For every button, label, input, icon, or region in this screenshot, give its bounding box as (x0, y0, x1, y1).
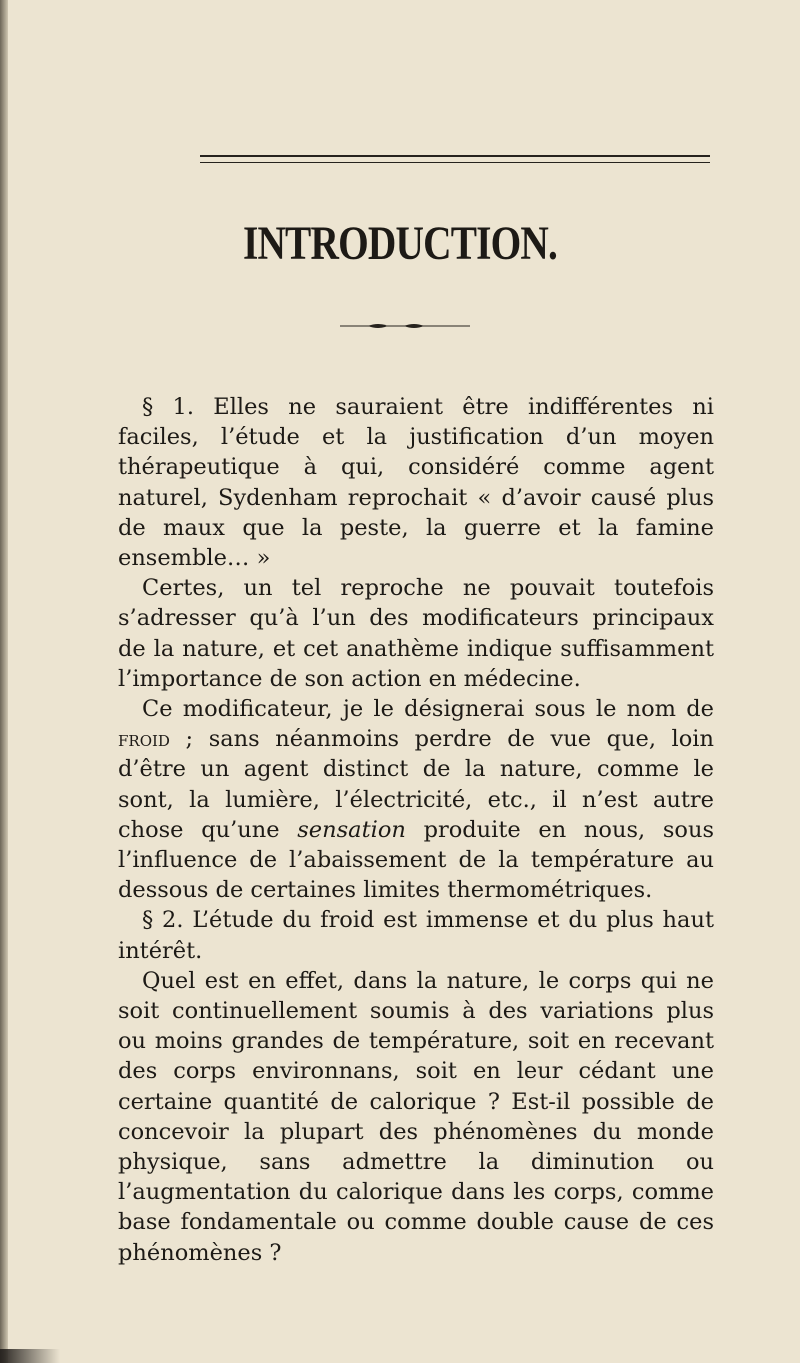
paragraph-text: Ce modificateur, je le désignerai sous le nom de (142, 696, 714, 723)
paragraph-3 (118, 694, 714, 905)
paragraph-1 (118, 392, 714, 573)
term-froid: froid (118, 727, 170, 752)
paragraph-text: L’étude du froid est immense et du plus haut intérêt. (118, 907, 714, 964)
paragraph-5 (118, 966, 714, 1268)
paragraph-text: Elles ne sauraient être indifférentes ni faciles, l’étude et la justification d’un moyen thérapeutique à qui, considéré comme agent naturel, Sydenham reprochait « d’avoir causé plus de maux que la peste, la guerre et la famine ensemble… » (118, 394, 714, 572)
page-title: INTRODUCTION. (242, 217, 558, 270)
paragraph-4 (118, 905, 714, 965)
paragraph-text: produite en nous, sous l’influence de l’abaissement de la température au dessous de certaines limites thermométriques. (118, 816, 714, 904)
paragraph-text: Certes, un tel reproche ne pouvait toutefois s’adresser qu’à l’un des modificateurs principaux de la nature, et cet anathème indique suffisamment l’importance de son action en médecine. (118, 575, 714, 692)
book-gutter (0, 0, 8, 1363)
body-text (118, 392, 714, 1268)
paragraph-text: Quel est en effet, dans la nature, le corps qui ne soit continuellement soumis à des variations plus ou moins grandes de température, soit en recevant des corps environnans, soit en leur cédant une certaine quantité de calorique ? Est-il possible de concevoir la plupart des phénomènes du monde physique, sans admettre la diminution ou l’augmentation du calorique dans les corps, comme base fondamentale ou comme double cause de ces phénomènes ? (118, 967, 714, 1266)
paragraph-2 (118, 573, 714, 694)
section-mark: § 2. (142, 907, 193, 934)
section-mark: § 1. (142, 394, 214, 420)
page-shadow (0, 1349, 60, 1363)
term-sensation: sensation (297, 816, 406, 843)
paragraph-text: ; sans néanmoins perdre de vue que, loin d’être un agent distinct de la nature, comme le sont, la lumière, l’électricité, etc., il n’est autre chose qu’une (118, 726, 714, 843)
divider-ornament (340, 322, 470, 330)
top-rule-thin (200, 162, 710, 163)
top-rule (200, 155, 710, 157)
